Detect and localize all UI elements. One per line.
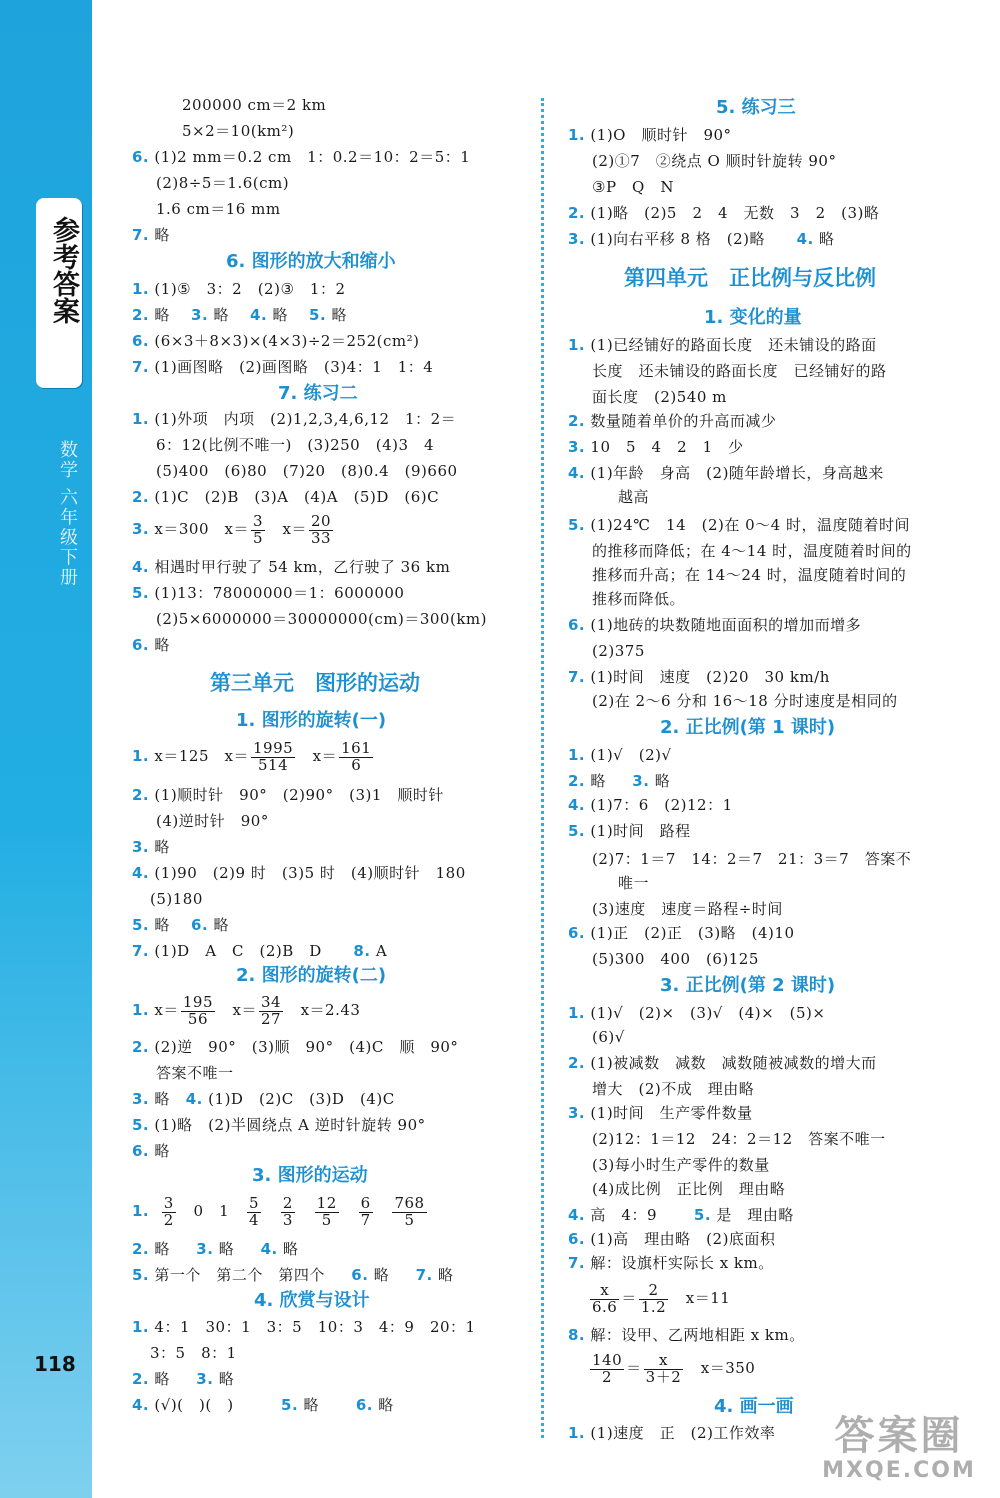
watermark-url: MXQE.COM	[822, 1458, 976, 1483]
answer-line: (5)400 (6)80 (7)20 (8)0.4 (9)660	[156, 462, 458, 480]
answer-line: 1. x＝ $\frac{195}{56}$ x＝ $\frac{34}{27}$ x＝2.43	[132, 992, 361, 1028]
answer-line: 推移而升高；在 14～24 时，温度随着时间的	[592, 566, 907, 584]
answer-line: (2)7：1＝7 14：2＝7 21：3＝7 答案不	[592, 850, 912, 868]
section-heading: 2. 图形的旋转(二)	[236, 965, 387, 986]
answer-line: 8. 解：设甲、乙两地相距 x km。	[568, 1326, 805, 1344]
answer-line: 5. 第一个 第二个 第四个 6. 略 7. 略	[132, 1266, 454, 1284]
column-divider	[541, 98, 544, 1438]
fraction: $\frac{161}{6}$	[341, 738, 372, 774]
fraction: $\frac{2}{3}$	[282, 1193, 293, 1229]
answer-line: 4. (1)90 (2)9 时 (3)5 时 (4)顺时针 180	[132, 864, 466, 882]
answer-line: (5)180	[150, 890, 203, 908]
answer-line: 6：12(比例不唯一) (3)250 (4)3 4	[156, 436, 435, 454]
answer-line: 7. 解：设旗杆实际长 x km。	[568, 1254, 774, 1272]
answer-line: 3. 略 4. (1)D (2)C (3)D (4)C	[132, 1090, 395, 1108]
answer-line: 3. 10 5 4 2 1 少	[568, 438, 744, 456]
fraction: $\frac{5}{4}$	[248, 1193, 259, 1229]
site-watermark	[804, 1414, 994, 1494]
answer-line: 7. (1)D A C (2)B D 8. A	[132, 942, 388, 960]
answer-line: 2. (1)被减数 减数 减数随被减数的增大而	[568, 1054, 877, 1072]
answer-line: 2. (1)C (2)B (3)A (4)A (5)D (6)C	[132, 488, 440, 506]
answer-line: 3：5 8：1	[150, 1344, 237, 1362]
answer-line: (2)375	[592, 642, 645, 660]
answer-line: 2. 数量随着单价的升高而减少	[568, 412, 777, 430]
answer-line: 1. (1)速度 正 (2)工作效率	[568, 1424, 776, 1442]
answer-line: 7. (1)画图略 (2)画图略 (3)4：1 1：4	[132, 358, 434, 376]
section-heading: 2. 正比例(第 1 课时)	[660, 717, 836, 738]
answer-line: 2. 略 3. 略 4. 略 5. 略	[132, 306, 347, 324]
answer-line: 3. 略	[132, 838, 170, 856]
watermark-logo-text: 答案圈	[834, 1413, 964, 1459]
sidebar	[0, 0, 92, 1498]
fraction: $\frac{195}{56}$	[182, 992, 214, 1028]
page-number: 118	[34, 1352, 76, 1376]
answer-line: (3)每小时生产零件的数量	[592, 1156, 770, 1174]
answer-line: 3. x＝300 x＝ $\frac{3}{5}$ x＝ $\frac{20}{33}$	[132, 511, 332, 547]
answer-line: (4)逆时针 90°	[156, 812, 269, 830]
answer-line: (2)①7 ②绕点 O 顺时针旋转 90°	[592, 152, 837, 170]
answer-line: 4. 高 4：9 5. 是 理由略	[568, 1206, 794, 1224]
answer-line: 1. x＝125 x＝ $\frac{1995}{514}$ x＝ $\frac{161}{6}$	[132, 738, 372, 774]
answer-line: 5. (1)略 (2)半圆绕点 A 逆时针旋转 90°	[132, 1116, 426, 1134]
fraction: $\frac{1995}{514}$	[252, 738, 294, 774]
answer-line: 6. (1)正 (2)正 (3)略 (4)10	[568, 924, 795, 942]
answer-line: 6. (1)地砖的块数随地面面积的增加而增多	[568, 616, 862, 634]
fraction: $\frac{x}{3+2}$	[645, 1350, 682, 1386]
subject-grade-label: 数学 六年级下册	[57, 440, 78, 588]
answer-line: (2)8÷5＝1.6(cm)	[156, 174, 290, 192]
answer-line: 1. (1)已经铺好的路面长度 还未铺设的路面	[568, 336, 877, 354]
answer-line: 6. (1)高 理由略 (2)底面积	[568, 1230, 776, 1248]
answer-line: 2. (1)略 (2)5 2 4 无数 3 2 (3)略	[568, 204, 880, 222]
answer-line: 200000 cm＝2 km	[182, 96, 327, 114]
answer-line: 1. (1)√ (2)× (3)√ (4)× (5)×	[568, 1004, 826, 1022]
answer-line: (2)5×6000000＝30000000(cm)＝300(km)	[156, 610, 487, 628]
answer-line: 5×2＝10(km²)	[182, 122, 295, 140]
answer-line: 推移而降低。	[592, 590, 686, 608]
fraction: $\frac{12}{5}$	[316, 1193, 337, 1229]
answer-line: 1. (1)⑤ 3：2 (2)③ 1：2	[132, 280, 346, 298]
answer-line: 6. 略	[132, 636, 170, 654]
section-heading: 3. 图形的运动	[252, 1165, 368, 1186]
fraction: $\frac{768}{5}$	[394, 1193, 425, 1229]
fraction: $\frac{20}{33}$	[311, 511, 332, 547]
question-number: 6.	[132, 148, 150, 166]
fraction: $\frac{2}{1.2}$	[640, 1280, 667, 1316]
section-heading: 4. 画一画	[714, 1396, 794, 1417]
answer-line: 1.6 cm＝16 mm	[156, 200, 281, 218]
answer-line: 4. (1)年龄 身高 (2)随年龄增长，身高越来	[568, 464, 884, 482]
section-heading: 7. 练习二	[278, 383, 358, 404]
reference-answer-tab	[36, 198, 82, 388]
fraction: $\frac{140}{2}$	[592, 1350, 623, 1386]
answer-line: 2. 略 3. 略	[568, 772, 671, 790]
answer-line: (6)√	[592, 1028, 625, 1046]
unit-heading: 第三单元 图形的运动	[210, 671, 420, 695]
answer-line: ③P Q N	[592, 178, 674, 196]
answer-line: 越高	[618, 488, 650, 506]
answer-line: 2. (2)逆 90° (3)顺 90° (4)C 顺 90°	[132, 1038, 459, 1056]
answer-line: 5. (1)24℃ 14 (2)在 0～4 时，温度随着时间	[568, 516, 910, 534]
fraction: $\frac{x}{6.6}$	[592, 1280, 618, 1316]
answer-line: $\frac{140}{2}$ ＝ $\frac{x}{3+2}$ x＝350	[592, 1350, 756, 1386]
fraction: $\frac{6}{7}$	[360, 1193, 371, 1229]
answer-line: 5. (1)时间 路程	[568, 822, 691, 840]
answer-line: 4. (1)7：6 (2)12：1	[568, 796, 733, 814]
section-heading: 4. 欣赏与设计	[254, 1290, 370, 1311]
section-heading: 3. 正比例(第 2 课时)	[660, 975, 836, 996]
answer-line: 1. $\frac{3}{2}$ 0 1 $\frac{5}{4}$ $\frac{2}{3}$ $\frac{12}{5}$ $\frac{6}{7}$ $\frac{768}{5}$	[132, 1193, 425, 1229]
answer-line: (3)速度 速度＝路程÷时间	[592, 900, 783, 918]
unit-heading: 第四单元 正比例与反比例	[624, 266, 876, 290]
answer-line: 3. (1)时间 生产零件数量	[568, 1104, 753, 1122]
question-number: 1.	[132, 280, 150, 298]
answer-line: 6. 略	[132, 1142, 170, 1160]
answer-line: 6. (1)2 mm＝0.2 cm 1：0.2＝10：2＝5：1	[132, 148, 471, 166]
answer-line: 的推移而降低；在 4～14 时，温度随着时间的	[592, 542, 912, 560]
answer-line: (4)成比例 正比例 理由略	[592, 1180, 786, 1198]
answer-line: 答案不唯一	[156, 1064, 234, 1082]
answer-line: 2. 略 3. 略 4. 略	[132, 1240, 299, 1258]
answer-line: 面长度 (2)540 m	[592, 388, 727, 406]
section-heading: 6. 图形的放大和缩小	[226, 251, 396, 272]
answer-line: 7. 略	[132, 226, 170, 244]
answer-line: 长度 还未铺设的路面长度 已经铺好的路	[592, 362, 887, 380]
answer-line: (2)12：1＝12 24：2＝12 答案不唯一	[592, 1130, 886, 1148]
section-heading: 5. 练习三	[716, 97, 796, 118]
fraction: $\frac{3}{5}$	[252, 511, 264, 547]
answer-line: 7. (1)时间 速度 (2)20 30 km/h	[568, 668, 830, 686]
fraction: $\frac{34}{27}$	[261, 992, 282, 1028]
answer-line: 1. 4：1 30：1 3：5 10：3 4：9 20：1	[132, 1318, 476, 1336]
answer-line: (2)在 2～6 分和 16～18 分时速度是相同的	[592, 692, 898, 710]
section-heading: 1. 变化的量	[704, 307, 802, 328]
answer-line: 3. (1)向右平移 8 格 (2)略 4. 略	[568, 230, 835, 248]
answer-line: 1. (1)O 顺时针 90°	[568, 126, 732, 144]
answer-line: 5. (1)13：78000000＝1：6000000	[132, 584, 405, 602]
section-heading: 1. 图形的旋转(一)	[236, 710, 387, 731]
answer-line: 4. (√)( )( ) 5. 略 6. 略	[132, 1396, 394, 1414]
fraction: $\frac{3}{2}$	[163, 1193, 174, 1229]
tab-title: 参考答案	[48, 216, 79, 324]
answer-line: 5. 略 6. 略	[132, 916, 229, 934]
answer-line: 1. (1)√ (2)√	[568, 746, 672, 764]
answer-line: 增大 (2)不成 理由略	[592, 1080, 755, 1098]
answer-line: 2. 略 3. 略	[132, 1370, 235, 1388]
question-number: 7.	[132, 226, 150, 244]
answer-line: 4. 相遇时甲行驶了 54 km，乙行驶了 36 km	[132, 558, 451, 576]
answer-line: 6. (6×3＋8×3)×(4×3)÷2＝252(cm²)	[132, 332, 420, 350]
answer-line: (5)300 400 (6)125	[592, 950, 759, 968]
answer-line: 1. (1)外项 内项 (2)1,2,3,4,6,12 1：2＝	[132, 410, 457, 428]
answer-line: 2. (1)顺时针 90° (2)90° (3)1 顺时针	[132, 786, 444, 804]
answer-line: $\frac{x}{6.6}$ ＝ $\frac{2}{1.2}$ x＝11	[592, 1280, 731, 1316]
answer-line: 唯一	[618, 874, 650, 892]
